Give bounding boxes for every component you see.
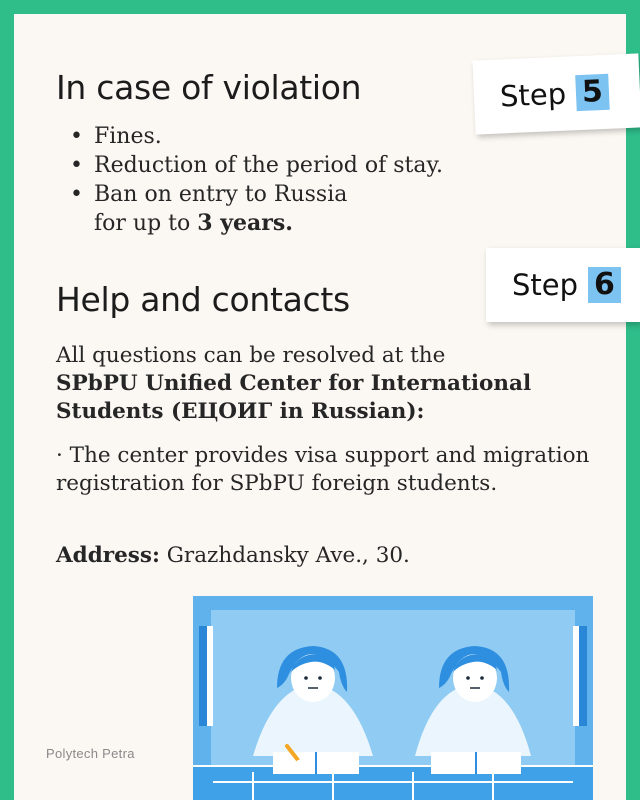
footer-brand: Polytech Petra: [46, 746, 135, 761]
step-6-badge: [486, 248, 640, 322]
contacts-intro: [56, 342, 596, 426]
step-number: 5: [575, 74, 609, 111]
violation-list: [56, 122, 443, 238]
list-item: [56, 122, 443, 151]
step-label: Step: [512, 268, 579, 302]
intro-text: All questions can be resolved at the: [56, 343, 446, 368]
step-number: 6: [588, 267, 621, 303]
contacts-heading: Help and contacts: [56, 280, 350, 319]
address-value: Grazhdansky Ave., 30.: [166, 543, 410, 568]
center-name: SPbPU Unified Center for International Students (ЕЦОИГ in Russian):: [56, 371, 532, 424]
support-text: · The center provides visa support and migration registration for SPbPU foreign students.: [56, 443, 590, 496]
list-item-text: Reduction of the period of stay.: [94, 153, 443, 178]
address: [56, 542, 596, 570]
list-item: [56, 180, 443, 238]
list-item-text: Ban on entry to Russia: [94, 182, 348, 207]
two-students-studying-illustration: [193, 596, 593, 800]
ban-duration: 3 years.: [197, 210, 293, 236]
list-item-text: Fines.: [94, 124, 162, 149]
step-label: Step: [499, 76, 567, 114]
list-item-text: for up to: [94, 211, 198, 236]
step-5-badge: [472, 53, 640, 134]
address-label: Address:: [56, 543, 160, 568]
students-illustration-svg: [193, 596, 593, 800]
list-item: [56, 151, 443, 180]
violation-heading: In case of violation: [56, 68, 362, 107]
